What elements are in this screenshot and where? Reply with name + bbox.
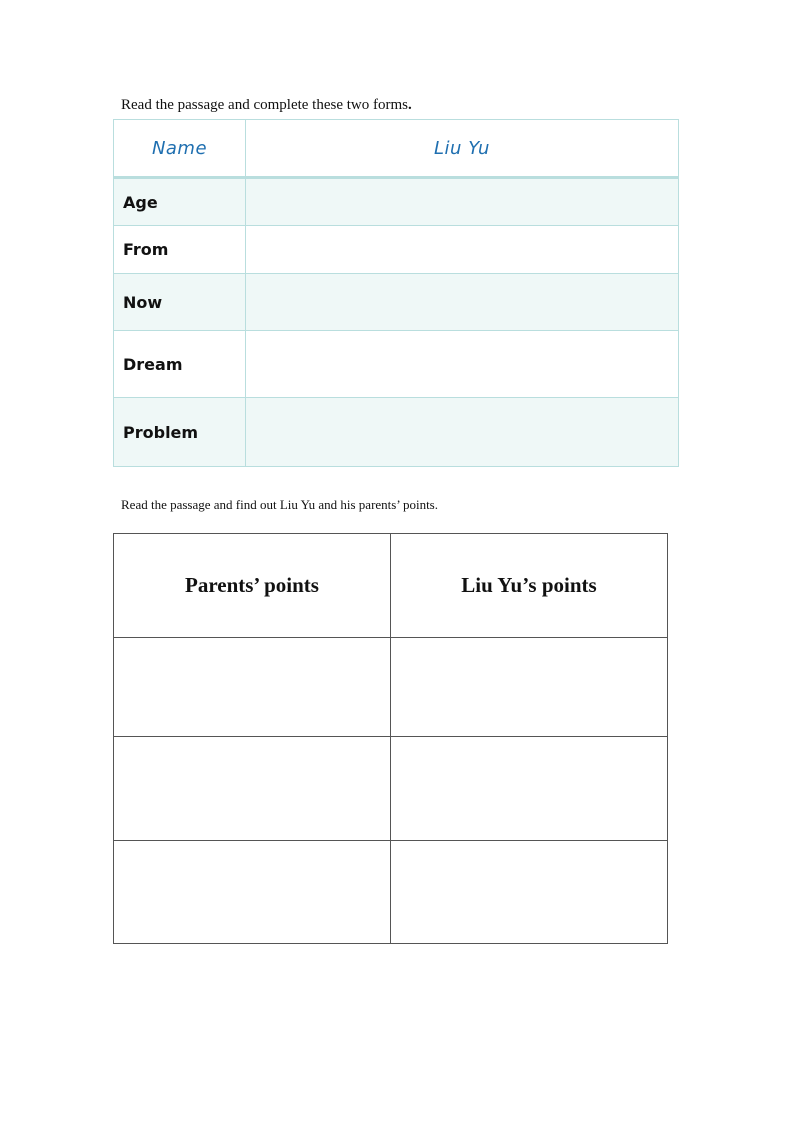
form1-instruction-period: . <box>408 97 412 113</box>
now-label: Now <box>114 274 246 331</box>
form1-header-row <box>114 120 679 178</box>
age-answer-cell[interactable] <box>246 178 679 226</box>
problem-answer-cell[interactable] <box>246 398 679 467</box>
form1-row-dream <box>114 331 679 398</box>
form1-row-from <box>114 226 679 274</box>
parents-points-header: Parents’ points <box>114 534 391 638</box>
form1-row-now <box>114 274 679 331</box>
form2-row <box>114 841 668 944</box>
form2-header-row <box>114 534 668 638</box>
form2-row <box>114 737 668 841</box>
liu-yu-point-cell[interactable] <box>391 638 668 737</box>
parents-point-cell[interactable] <box>114 737 391 841</box>
from-answer-cell[interactable] <box>246 226 679 274</box>
form2-instruction: Read the passage and find out Liu Yu and his parents’ points. <box>121 497 438 512</box>
form1-row-age <box>114 178 679 226</box>
dream-answer-cell[interactable] <box>246 331 679 398</box>
points-form <box>113 533 668 944</box>
form2-row <box>114 638 668 737</box>
from-label: From <box>114 226 246 274</box>
personal-info-form <box>113 119 679 467</box>
parents-point-cell[interactable] <box>114 841 391 944</box>
liu-yu-points-header: Liu Yu’s points <box>391 534 668 638</box>
form1-instruction <box>121 97 412 114</box>
age-label: Age <box>114 178 246 226</box>
liu-yu-point-cell[interactable] <box>391 841 668 944</box>
name-value: Liu Yu <box>246 120 679 178</box>
parents-point-cell[interactable] <box>114 638 391 737</box>
form1-row-problem <box>114 398 679 467</box>
liu-yu-point-cell[interactable] <box>391 737 668 841</box>
form1-instruction-text: Read the passage and complete these two forms <box>121 97 408 113</box>
name-label: Name <box>114 120 246 178</box>
dream-label: Dream <box>114 331 246 398</box>
problem-label: Problem <box>114 398 246 467</box>
now-answer-cell[interactable] <box>246 274 679 331</box>
